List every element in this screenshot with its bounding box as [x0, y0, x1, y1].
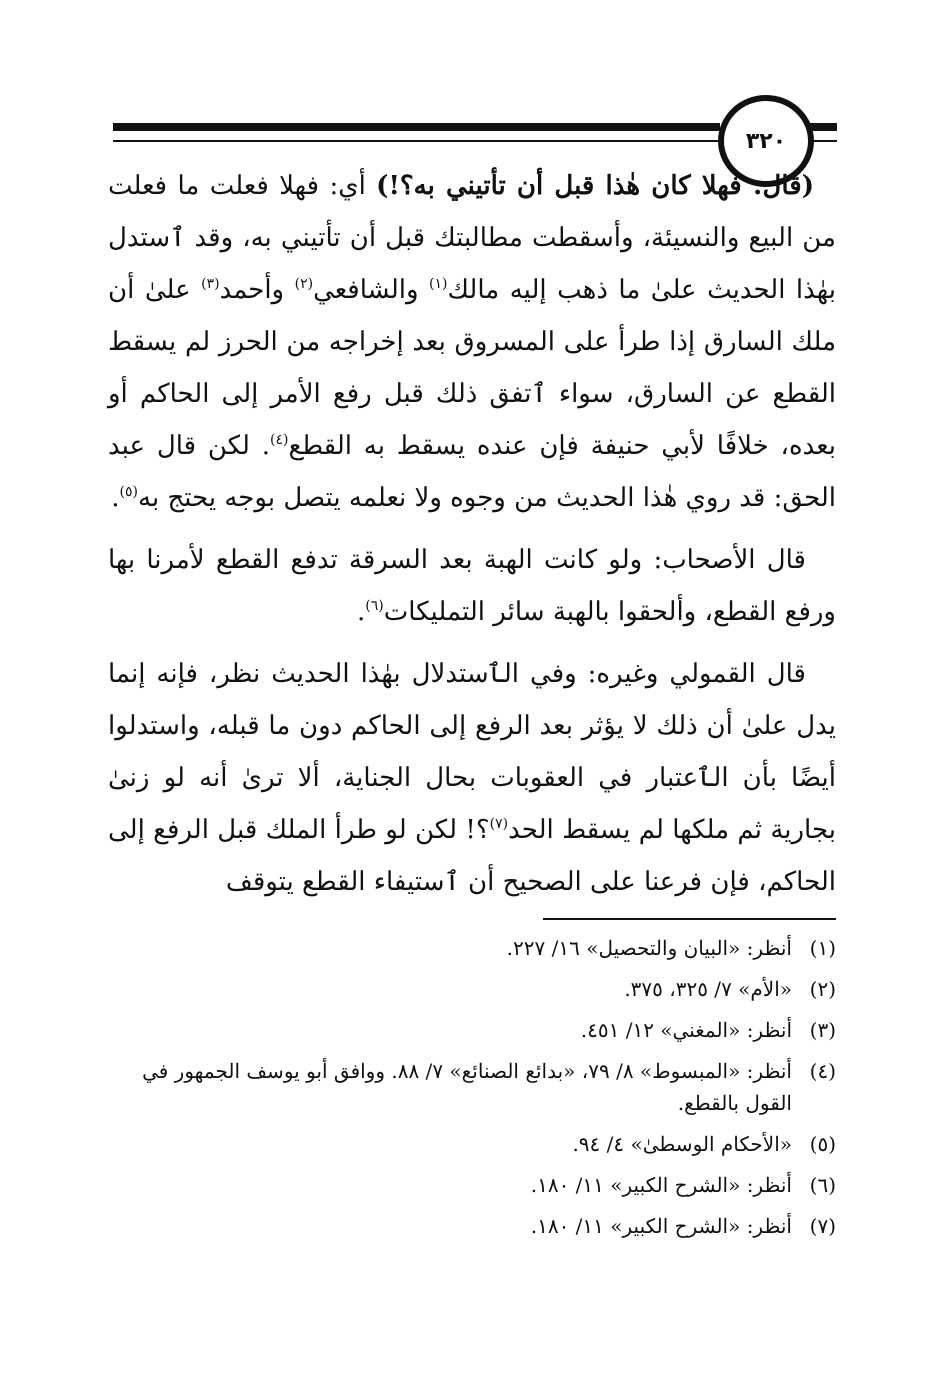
text-segment: .	[357, 597, 366, 627]
footnote-text: أنظر: «الشرح الكبير» ١١/ ١٨٠.	[530, 1173, 792, 1197]
text-segment: والشافعي	[313, 275, 430, 305]
footnote-text: أنظر: «الشرح الكبير» ١١/ ١٨٠.	[530, 1214, 792, 1238]
text-segment: علىٰ أن ملك السارق إذا طرأ على المسروق بعد إخراجه من الحرز لم يسقط القطع عن السارق، سواء ٱتفق ذلك قبل رفع الأمر إلى الحاكم أو بعده، خلافًا لأبي حنيفة فإن عنده يسقط به القطع	[108, 275, 836, 461]
header-rule-right-thin	[810, 140, 837, 142]
text-segment: قال الأصحاب: ولو كانت الهبة بعد السرقة تدفع القطع لأمرنا بها ورفع القطع، وألحقوا بالهبة سائر التمليكات	[108, 545, 836, 627]
footnote-text: أنظر: «المبسوط» ٨/ ٧٩، «بدائع الصنائع» ٧/ ٨٨. ووافق أبو يوسف الجمهور في القول بالقطع.	[142, 1059, 792, 1115]
footnote-ref-5[interactable]: (٥)	[119, 484, 139, 500]
footnote-6	[108, 1165, 836, 1206]
footnote-2	[108, 969, 836, 1010]
footnote-separator	[543, 918, 836, 920]
footnote-text: أنظر: «البيان والتحصيل» ١٦/ ٢٢٧.	[506, 936, 792, 960]
footnote-number: (١)	[809, 936, 836, 960]
paragraph-3	[108, 648, 836, 908]
footnote-5	[108, 1124, 836, 1165]
page-number: ٣٢٠	[745, 128, 787, 154]
footnote-3	[108, 1010, 836, 1051]
text-segment: ؟! لكن لو طرأ الملك قبل الرفع إلى الحاكم، فإن فرعنا على الصحيح أن ٱستيفاء القطع يتوقف	[108, 815, 836, 897]
footnote-ref-2[interactable]: (٢)	[294, 276, 314, 292]
paragraph-1	[108, 160, 836, 524]
text-segment: .	[111, 483, 120, 513]
footnote-number: (٤)	[809, 1059, 836, 1083]
text-segment: قال القمولي وغيره: وفي الٱستدلال بهٰذا الحديث نظر، فإنه إنما يدل علىٰ أن ذلك لا يؤثر بعد الرفع إلى الحاكم دون ما قبله، واستدلوا أيضًا بأن الٱعتبار في العقوبات بحال الجناية، ألا ترىٰ أنه لو زنىٰ بجارية ثم ملكها لم يسقط الحد	[108, 659, 836, 845]
footnote-number: (٥)	[809, 1132, 836, 1156]
hadith-quote: (قال: فهلا كان هٰذا قبل أن تأتيني به؟!)	[376, 171, 814, 201]
footnote-number: (٣)	[809, 1018, 836, 1042]
footnote-ref-3[interactable]: (٣)	[201, 276, 220, 292]
text-segment: وأحمد	[219, 275, 295, 305]
footnote-ref-4[interactable]: (٤)	[270, 432, 289, 448]
footnote-number: (٧)	[809, 1214, 836, 1238]
footnote-number: (٦)	[809, 1173, 836, 1197]
header-rule-thick	[113, 123, 720, 131]
footnote-ref-6[interactable]: (٦)	[365, 598, 384, 614]
footnotes	[108, 928, 836, 1247]
footnote-7	[108, 1206, 836, 1247]
main-text	[108, 160, 836, 918]
footnote-ref-7[interactable]: (٧)	[489, 816, 509, 832]
text-segment: . لكن قال عبد الحق: قد روي هٰذا الحديث من وجوه ولا نعلمه يتصل بوجه يحتج به	[108, 431, 836, 513]
footnote-text: «الأحكام الوسطىٰ» ٤/ ٩٤.	[572, 1132, 792, 1156]
footnote-text: «الأم» ٧/ ٣٢٥، ٣٧٥.	[624, 977, 792, 1001]
text-segment: أي: فهلا فعلت ما فعلت من البيع والنسيئة، وأسقطت مطالبتك قبل أن تأتيني به، وقد ٱستدل بهٰذا الحديث علىٰ ما ذهب إليه مالك	[108, 171, 836, 305]
footnote-1	[108, 928, 836, 969]
footnote-4	[108, 1051, 836, 1124]
footnote-number: (٢)	[809, 977, 836, 1001]
footnote-ref-1[interactable]: (١)	[429, 276, 448, 292]
paragraph-2	[108, 534, 836, 638]
footnote-text: أنظر: «المغني» ١٢/ ٤٥١.	[580, 1018, 792, 1042]
header-rule-right-thick	[810, 123, 837, 131]
header-rule-thin	[113, 140, 720, 142]
